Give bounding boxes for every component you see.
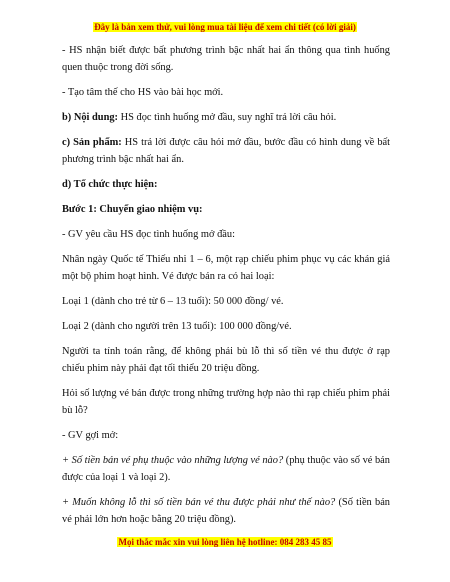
content-text: HS đọc tình huống mở đầu, suy nghĩ trả lời câu hỏi. xyxy=(118,112,337,123)
paragraph-hint-1 xyxy=(62,452,390,486)
paragraph-mindset: - Tạo tâm thế cho HS vào bài học mới. xyxy=(62,87,224,98)
hint-1-answer: (phụ thuộc vào số vé bán được của loại 1 và loại 2). xyxy=(62,455,390,483)
hint-2-question: + Muốn không lỗ thì số tiền bán vé thu được phải như thế nào? xyxy=(62,497,336,508)
heading-organization: d) Tổ chức thực hiện: xyxy=(62,179,158,190)
paragraph-content xyxy=(62,109,390,126)
product-text: HS trả lời được câu hỏi mở đầu, bước đầu có hình dung về bất phương trình bậc nhất hai ẩn. xyxy=(62,137,391,165)
paragraph-question: Hỏi số lượng vé bán được trong những trường hợp nào thì rạp chiếu phim phải bù lỗ? xyxy=(62,388,390,416)
paragraph-teacher-hint: - GV gợi mở: xyxy=(62,430,119,441)
preview-notice-banner xyxy=(0,22,450,33)
paragraph-objective: - HS nhận biết được bất phương trình bậc nhất hai ẩn thông qua tình huống quen thuộc trong đời sống. xyxy=(62,45,390,73)
paragraph-hint-2 xyxy=(62,494,390,528)
content-label: b) Nội dung: xyxy=(62,112,119,123)
paragraph-situation: Nhân ngày Quốc tế Thiếu nhi 1 – 6, một rạp chiếu phim phục vụ các khán giả một bộ phim hoạt hình. Vé được bán ra có hai loại: xyxy=(62,254,390,282)
paragraph-ticket-type-1: Loại 1 (dành cho trẻ từ 6 – 13 tuổi): 50 000 đồng/ vé. xyxy=(62,296,284,307)
heading-step-1: Bước 1: Chuyển giao nhiệm vụ: xyxy=(62,204,203,215)
paragraph-ticket-type-2: Loại 2 (dành cho người trên 13 tuổi): 100 000 đồng/vé. xyxy=(62,321,292,332)
hotline-banner xyxy=(0,537,450,548)
product-label: c) Sản phẩm: xyxy=(62,137,122,148)
paragraph-break-even: Người ta tính toán rằng, để không phải bù lỗ thì số tiền vé thu được ở rạp chiếu phim này phải đạt tối thiểu 20 triệu đồng. xyxy=(62,346,390,374)
hotline-text: Mọi thắc mắc xin vui lòng liên hệ hotline: 084 283 45 85 xyxy=(118,537,332,547)
paragraph-teacher-request: - GV yêu cầu HS đọc tình huống mở đầu: xyxy=(62,229,235,240)
paragraph-product xyxy=(62,134,390,168)
hint-1-question: + Số tiền bán vé phụ thuộc vào những lượng vé nào? xyxy=(62,455,284,466)
document-body xyxy=(62,42,390,536)
hint-2-answer: (Số tiền bán vé phải lớn hơn hoặc bằng 20 triệu đồng). xyxy=(62,497,391,525)
preview-notice-text: Đây là bản xem thử, vui lòng mua tài liệu để xem chi tiết (có lời giải) xyxy=(94,22,356,32)
